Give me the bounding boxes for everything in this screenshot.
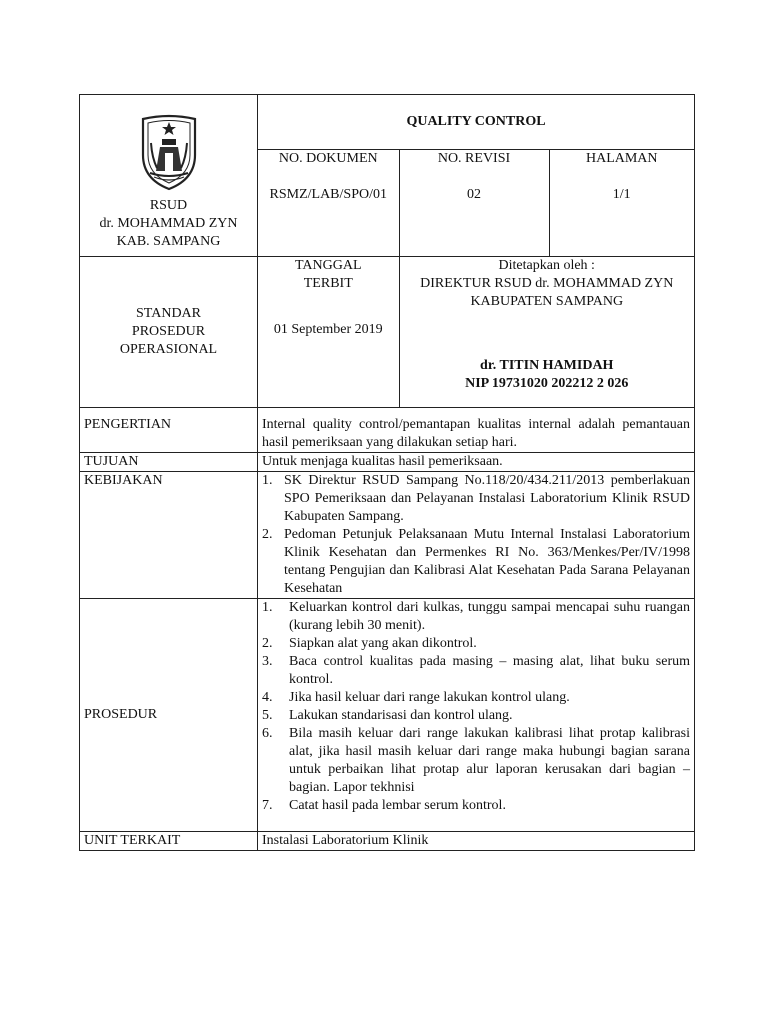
- unit-terkait-label: UNIT TERKAIT: [80, 832, 258, 851]
- kebijakan-list: [262, 472, 690, 598]
- org-name-line3: KAB. SAMPANG: [116, 234, 221, 249]
- prosedur-list: [262, 599, 690, 815]
- list-item: [262, 472, 690, 526]
- list-text: Bila masih keluar dari range lakukan kalibrasi lihat protap kalibrasi alat, jika hasil masih keluar dari range maka hubungi bagian sarana untuk perbaikan lihat protap alur laporan kerusakan dari bagian – bagian. Lapor tekhnisi: [289, 726, 690, 795]
- list-number: 5.: [262, 708, 273, 723]
- sampang-regency-emblem-icon: [138, 113, 200, 191]
- director-title-line2: KABUPATEN SAMPANG: [470, 294, 624, 309]
- list-text: Keluarkan kontrol dari kulkas, tunggu sampai mencapai suhu ruangan (kurang lebih 30 menit).: [289, 600, 690, 633]
- list-item: [262, 599, 690, 635]
- list-number: 2.: [262, 636, 273, 651]
- approved-by-label: Ditetapkan oleh :: [498, 258, 595, 273]
- list-text: Siapkan alat yang akan dikontrol.: [289, 636, 477, 651]
- director-title-line1: DIREKTUR RSUD dr. MOHAMMAD ZYN: [420, 276, 674, 291]
- document-meta-table: [258, 150, 694, 256]
- unit-terkait-text: Instalasi Laboratorium Klinik: [258, 832, 695, 851]
- list-item: [262, 725, 690, 797]
- sop-document-table: [79, 94, 695, 851]
- list-text: Catat hasil pada lembar serum kontrol.: [289, 798, 506, 813]
- list-number: 2.: [262, 527, 273, 542]
- sop-label-line2: PROSEDUR: [131, 324, 206, 339]
- list-number: 7.: [262, 798, 273, 813]
- sop-label-line1: STANDAR: [136, 306, 201, 321]
- list-item: [262, 653, 690, 689]
- signer-name: dr. TITIN HAMIDAH: [480, 358, 614, 373]
- sop-label-cell: [80, 257, 258, 408]
- doc-number-cell: [258, 150, 399, 256]
- tujuan-label: TUJUAN: [80, 453, 258, 472]
- list-number: 4.: [262, 690, 273, 705]
- issue-date-label2: TERBIT: [303, 276, 353, 291]
- list-number: 3.: [262, 654, 273, 669]
- list-item: [262, 797, 690, 815]
- doc-number-label: NO. DOKUMEN: [278, 151, 378, 166]
- org-name-line1: RSUD: [149, 198, 188, 213]
- pengertian-text: Internal quality control/pemantapan kualitas internal adalah pemantauan hasil pemeriksaan yang dilakukan setiap hari.: [258, 408, 695, 453]
- revision-value: 02: [467, 187, 481, 202]
- page-label: HALAMAN: [585, 151, 658, 166]
- list-number: 6.: [262, 726, 273, 741]
- list-text: Baca control kualitas pada masing – masing alat, lihat buku serum kontrol.: [289, 654, 690, 687]
- org-name-line2: dr. MOHAMMAD ZYN: [99, 216, 238, 231]
- doc-number-value: RSMZ/LAB/SPO/01: [269, 187, 387, 202]
- signer-nip: NIP 19731020 202212 2 026: [465, 376, 629, 391]
- list-item: [262, 707, 690, 725]
- revision-label: NO. REVISI: [437, 151, 511, 166]
- document-title: QUALITY CONTROL: [258, 95, 694, 150]
- list-number: 1.: [262, 473, 273, 488]
- issue-date-label1: TANGGAL: [294, 258, 362, 273]
- list-number: 1.: [262, 600, 273, 615]
- list-item: [262, 635, 690, 653]
- issue-date-cell: [258, 257, 399, 407]
- page-value: 1/1: [612, 187, 631, 202]
- kebijakan-label: KEBIJAKAN: [80, 472, 258, 599]
- sop-approval-cell: [258, 257, 695, 408]
- list-text: Pedoman Petunjuk Pelaksanaan Mutu Internal Instalasi Laboratorium Klinik Kesehatan dan Permenkes RI No. 363/Menkes/Per/IV/1998 tentang Pengujian dan Kalibrasi Alat Kesehatan Pada Sarana Pelayanan Kesehatan: [284, 527, 690, 596]
- prosedur-cell: [258, 599, 695, 832]
- approval-table: [258, 257, 694, 407]
- pengertian-label: PENGERTIAN: [80, 408, 258, 453]
- list-text: Jika hasil keluar dari range lakukan kontrol ulang.: [289, 690, 570, 705]
- page-cell: [549, 150, 694, 256]
- prosedur-label: PROSEDUR: [80, 599, 258, 832]
- kebijakan-cell: [258, 472, 695, 599]
- list-text: SK Direktur RSUD Sampang No.118/20/434.211/2013 pemberlakuan SPO Pemeriksaan dan Pelayanan Instalasi Laboratorium Klinik RSUD Kabupaten Sampang.: [284, 473, 690, 524]
- list-text: Lakukan standarisasi dan kontrol ulang.: [289, 708, 513, 723]
- hospital-identity-cell: [80, 95, 258, 257]
- approver-cell: [399, 257, 694, 407]
- document-header-cell: [258, 95, 695, 257]
- sop-label-line3: OPERASIONAL: [119, 342, 218, 357]
- list-item: [262, 526, 690, 598]
- revision-cell: [399, 150, 549, 256]
- issue-date-value: 01 September 2019: [273, 322, 383, 337]
- tujuan-text: Untuk menjaga kualitas hasil pemeriksaan.: [258, 453, 695, 472]
- list-item: [262, 689, 690, 707]
